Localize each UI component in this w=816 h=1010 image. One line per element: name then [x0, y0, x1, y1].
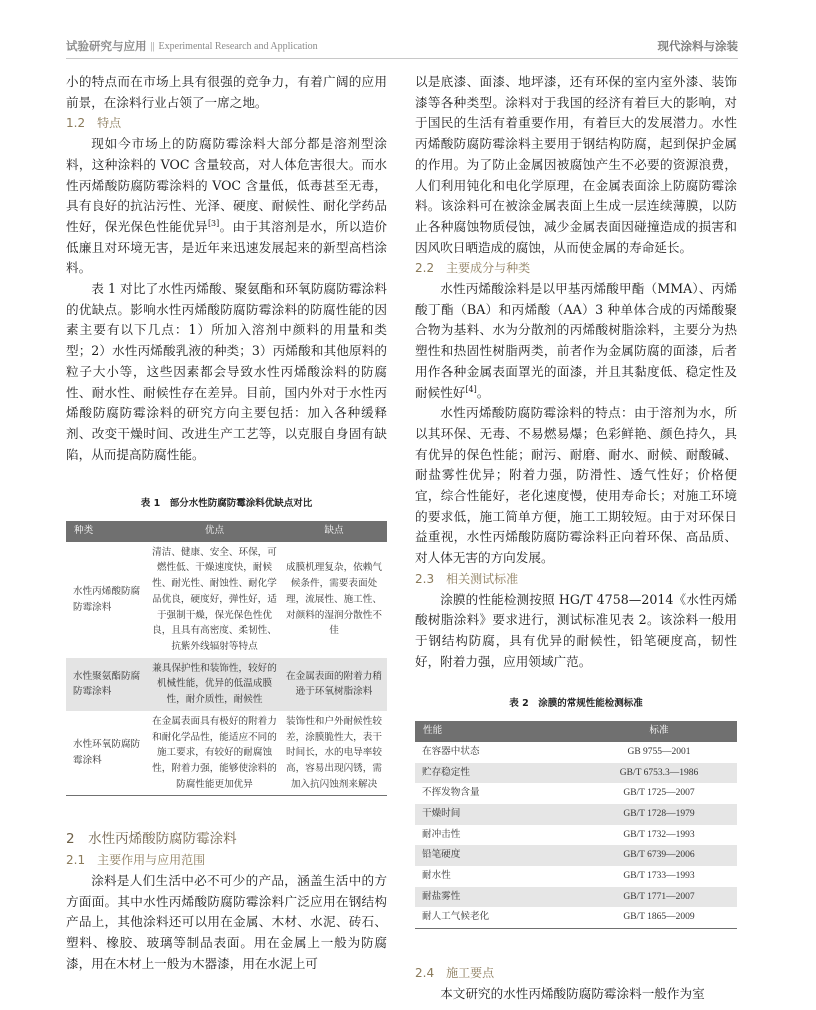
- table-row: [66, 542, 387, 658]
- section-name: 试验研究与应用: [66, 39, 147, 53]
- table-cell: 耐盐雾性: [415, 887, 581, 908]
- paragraph-2-4: 本文研究的水性丙烯酸防腐防霉涂料一般作为室: [440, 985, 705, 1001]
- table-cell: 不挥发物含量: [422, 787, 480, 799]
- header-separator: ||: [150, 40, 155, 52]
- table1: [66, 521, 387, 796]
- table-cell: 干燥时间: [415, 804, 581, 825]
- table-cell: 水性聚氨酯防腐防霉涂料: [66, 658, 148, 711]
- table2: [415, 721, 737, 929]
- paragraph-1-2a: [66, 134, 387, 279]
- paragraph-text: 现如今市场上的防腐防霉涂料大部分都是溶剂型涂料，这种涂料的 VOC 含量较高，对人体危害很大。而水性丙烯酸防腐防霉涂料的 VOC 含量低，低毒甚至无毒，具有良好的抗沾污性、光泽、硬度、耐候性、耐化学药品性好，保光保色性能优异: [66, 136, 387, 234]
- table-cell: 耐人工气候老化: [415, 907, 581, 928]
- table-row: [415, 742, 737, 763]
- journal-name: 现代涂料与涂装: [657, 39, 738, 53]
- table-cell: 清洁、健康、安全、环保，可燃性低、干燥速度快，耐候性、耐光性、耐蚀性、耐化学品优良，硬度好，弹性好，适于强制干燥，保光保色性优良，且具有高密度、柔韧性、抗紫外线辐射等特点: [152, 546, 277, 652]
- table-row: [415, 907, 737, 928]
- table-row: [415, 825, 737, 846]
- table-cell: 贮存稳定性: [415, 763, 581, 784]
- table1-header-type: 种类: [66, 521, 148, 542]
- table1-header-adv: 优点: [148, 521, 281, 542]
- left-column: [66, 72, 387, 975]
- table-cell: GB/T 1732—1993: [623, 829, 695, 840]
- table-cell: 在容器中状态: [422, 745, 480, 757]
- table2-header-prop: 性能: [415, 721, 581, 742]
- table-cell: 成膜机理复杂，依赖气候条件，需要表面处理，流展性、施工性、对颜料的湿润分散性不佳: [286, 562, 382, 637]
- running-header: [66, 37, 738, 55]
- table-cell: GB/T 6753.3—1986: [581, 763, 737, 784]
- table-cell: GB 9755—2001: [627, 746, 691, 757]
- heading-2-1: 2.1 主要作用与应用范围: [66, 853, 206, 868]
- table-row: [66, 711, 387, 796]
- table-cell: 在金属表面的附着力稍逊于环氧树脂涂料: [281, 658, 387, 711]
- table1-caption: 表 1 部分水性防腐防霉涂料优缺点对比: [140, 498, 313, 510]
- table-row: [415, 866, 737, 887]
- table-cell: 耐冲击性: [422, 828, 461, 840]
- header-left: [66, 38, 318, 54]
- citation-ref: [4]: [465, 384, 477, 394]
- table-cell: GB/T 6739—2006: [581, 845, 737, 866]
- paragraph-text: 。由于其溶剂是水，所以造价低廉且对环境无害，是近年来迅速发展起来的新型高档涂料。: [66, 218, 388, 276]
- table-cell: 兼具保护性和装饰性，较好的机械性能，优异的低温成膜性，耐介质性，耐候性: [148, 658, 281, 711]
- table-row: [415, 845, 737, 866]
- table1-header-dis: 缺点: [281, 521, 387, 542]
- paragraph-1-2b: 表 1 对比了水性丙烯酸、聚氨酯和环氧防腐防霉涂料的优缺点。影响水性丙烯酸防腐防霉涂料的防腐性能的因素主要有以下几点：1）所加入溶剂中颜料的用量和类型；2）水性丙烯酸乳液的种类；3）丙烯酸和其他原料的粒子大小等，这些因素都会导致水性丙烯酸涂料的防腐性、耐水性、耐候性存在差异。目前，国内外对于水性丙烯酸防腐防霉涂料的研究方向主要包括：加入各种缓释剂、改变干燥时间、改进生产工艺等，以克服自身固有缺陷，从而提高防腐性能。: [66, 281, 387, 462]
- table-cell: GB/T 1771—2007: [581, 887, 737, 908]
- paragraph-continued: 以是底漆、面漆、地坪漆，还有环保的室内室外漆、装饰漆等各种类型。涂料对于我国的经济有着巨大的影响，对于国民的生活有着重要作用，有着巨大的发展潜力。水性丙烯酸防腐防霉涂料主要用于钢结构防腐，起到保护金属的作用。为了防止金属因被腐蚀产生不必要的资源浪费，人们利用钝化和电化学原理，在金属表面涂上防腐防霉涂料。该涂料可在被涂金属表面上生成一层连续薄膜，以防止各种腐蚀物质侵蚀，减少金属表面因碰撞造成的损害和因风吹日晒造成的腐蚀，从而使金属的寿命延长。: [415, 74, 737, 255]
- paragraph-intro: 小的特点而在市场上具有很强的竞争力，有着广阔的应用前景，在涂料行业占领了一席之地。: [66, 74, 387, 110]
- table-row: [415, 763, 737, 784]
- paragraph-text: 。: [476, 384, 490, 400]
- table-cell: GB/T 1728—1979: [581, 804, 737, 825]
- table-row: [66, 658, 387, 711]
- table-cell: 水性环氧防腐防霉涂料: [66, 711, 148, 796]
- table2-caption: 表 2 涂膜的常规性能检测标准: [509, 698, 643, 710]
- table-row: [415, 804, 737, 825]
- table-cell: 水性丙烯酸防腐防霉涂料: [73, 586, 141, 613]
- table-cell: 耐水性: [422, 870, 451, 882]
- table-cell: GB/T 1865—2009: [581, 907, 737, 928]
- right-column: [415, 72, 737, 1005]
- table-cell: GB/T 1733—1993: [623, 871, 695, 882]
- header-divider: [66, 58, 738, 59]
- table2-header-std: 标准: [581, 721, 737, 742]
- table-row: [415, 783, 737, 804]
- citation-ref: [3]: [207, 218, 220, 228]
- heading-1-2: 1.2 特点: [66, 116, 122, 131]
- table-cell: 铅笔硬度: [415, 845, 581, 866]
- paragraph-2-1: 涂料是人们生活中必不可少的产品，涵盖生活中的方方面面。其中水性丙烯酸防腐防霉涂料广泛应用在钢结构产品上，其他涂料还可以用在金属、木材、水泥、砖石、塑料、橡胶、玻璃等制品表面。用在金属上一般为防腐漆，用在木材上一般为木器漆，用在水泥上可: [66, 873, 387, 971]
- table-cell: 在金属表面具有极好的附着力和耐化学品性，能适应不同的施工要求，有较好的耐腐蚀性，附着力强，能够使涂料的防腐性能更加优异: [148, 711, 281, 796]
- paragraph-2-3: 涂膜的性能检测按照 HG/T 4758—2014《水性丙烯酸树脂涂料》要求进行，测试标准见表 2。该涂料一般用于钢结构防腐，具有优异的耐候性，铅笔硬度高，韧性好，附着力强，应用领域广范。: [415, 591, 737, 669]
- heading-2-3: 2.3 相关测试标准: [415, 571, 519, 586]
- paragraph-text: 水性丙烯酸涂料是以甲基丙烯酸甲酯（MMA）、丙烯酸丁酯（BA）和丙烯酸（AA）3 种单体合成的丙烯酸聚合物为基料、水为分散剂的丙烯酸树脂涂料，主要分为热塑性和热固性树脂两类，前者作为金属防腐的面漆，后者用作各种金属表面罩光的面漆，并且其黏度低、稳定性及耐候性好: [415, 281, 737, 400]
- paragraph-2-2b: 水性丙烯酸防腐防霉涂料的特点：由于溶剂为水，所以其环保、无毒、不易燃易爆；色彩鲜艳、颜色持久，具有优异的保色性能；耐污、耐磨、耐水、耐候、耐酸碱、耐盐雾性优异；附着力强，防滑性、透气性好；价格便宜，综合性能好，老化速度慢，使用寿命长；对施工环境的要求低，施工简单方便，施工工期较短。由于对环保日益重视，水性丙烯酸防腐防霉涂料正向着环保、高品质、对人体无害的方向发展。: [415, 405, 737, 566]
- heading-2-2: 2.2 主要成分与种类: [415, 261, 531, 276]
- table-cell: 装饰性和户外耐候性较差，涂膜脆性大，表干时间长，水的电导率较高，容易出现闪锈，需加入抗闪蚀剂来解决: [281, 711, 387, 796]
- heading-2-4: 2.4 施工要点: [415, 966, 495, 981]
- table-cell: GB/T 1725—2007: [623, 788, 695, 799]
- paragraph-2-2a: [415, 279, 737, 403]
- table-row: [415, 887, 737, 908]
- section-name-en: Experimental Research and Application: [158, 40, 318, 52]
- heading-2: 2 水性丙烯酸防腐防霉涂料: [66, 831, 237, 848]
